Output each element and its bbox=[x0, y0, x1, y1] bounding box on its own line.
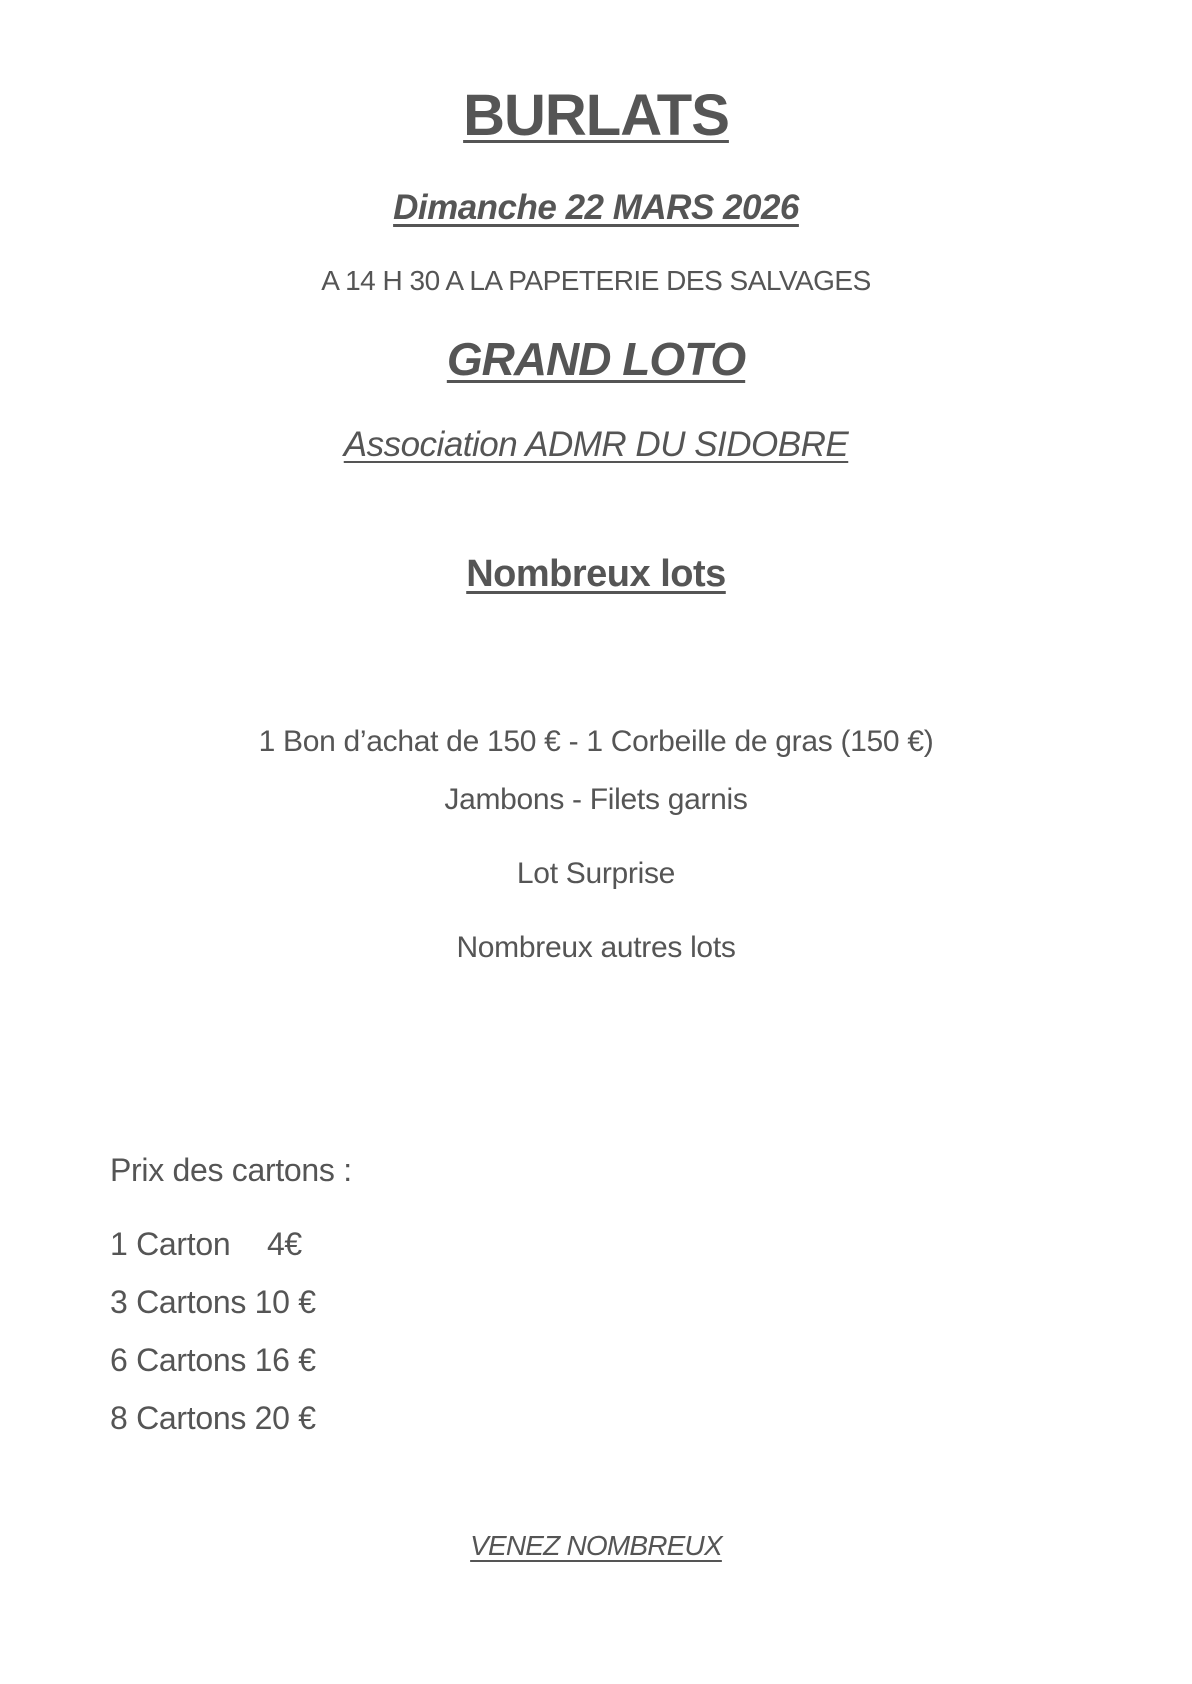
time-and-place: A 14 H 30 A LA PAPETERIE DES SALVAGES bbox=[321, 265, 871, 296]
pricing-price: 16 € bbox=[254, 1342, 316, 1378]
pricing-price: 4€ bbox=[266, 1226, 302, 1262]
prizes-heading bbox=[0, 553, 1192, 596]
pricing-price: 10 € bbox=[254, 1284, 316, 1320]
pricing-qty: 8 Cartons bbox=[110, 1400, 247, 1436]
call-to-action bbox=[0, 1530, 1192, 1562]
town-title-text: BURLATS bbox=[463, 83, 729, 148]
call-to-action-text: VENEZ NOMBREUX bbox=[470, 1530, 722, 1561]
pricing-row bbox=[110, 1226, 302, 1263]
pricing-row bbox=[110, 1342, 316, 1379]
pricing-qty: 1 Carton bbox=[110, 1226, 231, 1262]
organizer-text: Association ADMR DU SIDOBRE bbox=[343, 425, 849, 464]
prize-item: Lot Surprise bbox=[516, 857, 676, 890]
prizes-heading-text: Nombreux lots bbox=[466, 553, 726, 595]
prize-item: 1 Bon d’achat de 150 € - 1 Corbeille de gras (150 €) bbox=[258, 725, 934, 758]
pricing-row bbox=[110, 1400, 316, 1437]
prize-item: Jambons - Filets garnis bbox=[444, 783, 748, 816]
pricing-price: 20 € bbox=[254, 1400, 316, 1436]
pricing-qty: 6 Cartons bbox=[110, 1342, 247, 1378]
event-title-text: GRAND LOTO bbox=[446, 333, 746, 385]
event-date bbox=[0, 188, 1192, 228]
organizer bbox=[0, 425, 1192, 465]
pricing-row bbox=[110, 1284, 316, 1321]
event-date-text: Dimanche 22 MARS 2026 bbox=[393, 188, 799, 227]
pricing-qty: 3 Cartons bbox=[110, 1284, 247, 1320]
pricing-heading: Prix des cartons : bbox=[110, 1152, 352, 1188]
prize-item: Nombreux autres lots bbox=[456, 931, 736, 964]
town-title bbox=[0, 82, 1192, 149]
event-title bbox=[0, 332, 1192, 386]
